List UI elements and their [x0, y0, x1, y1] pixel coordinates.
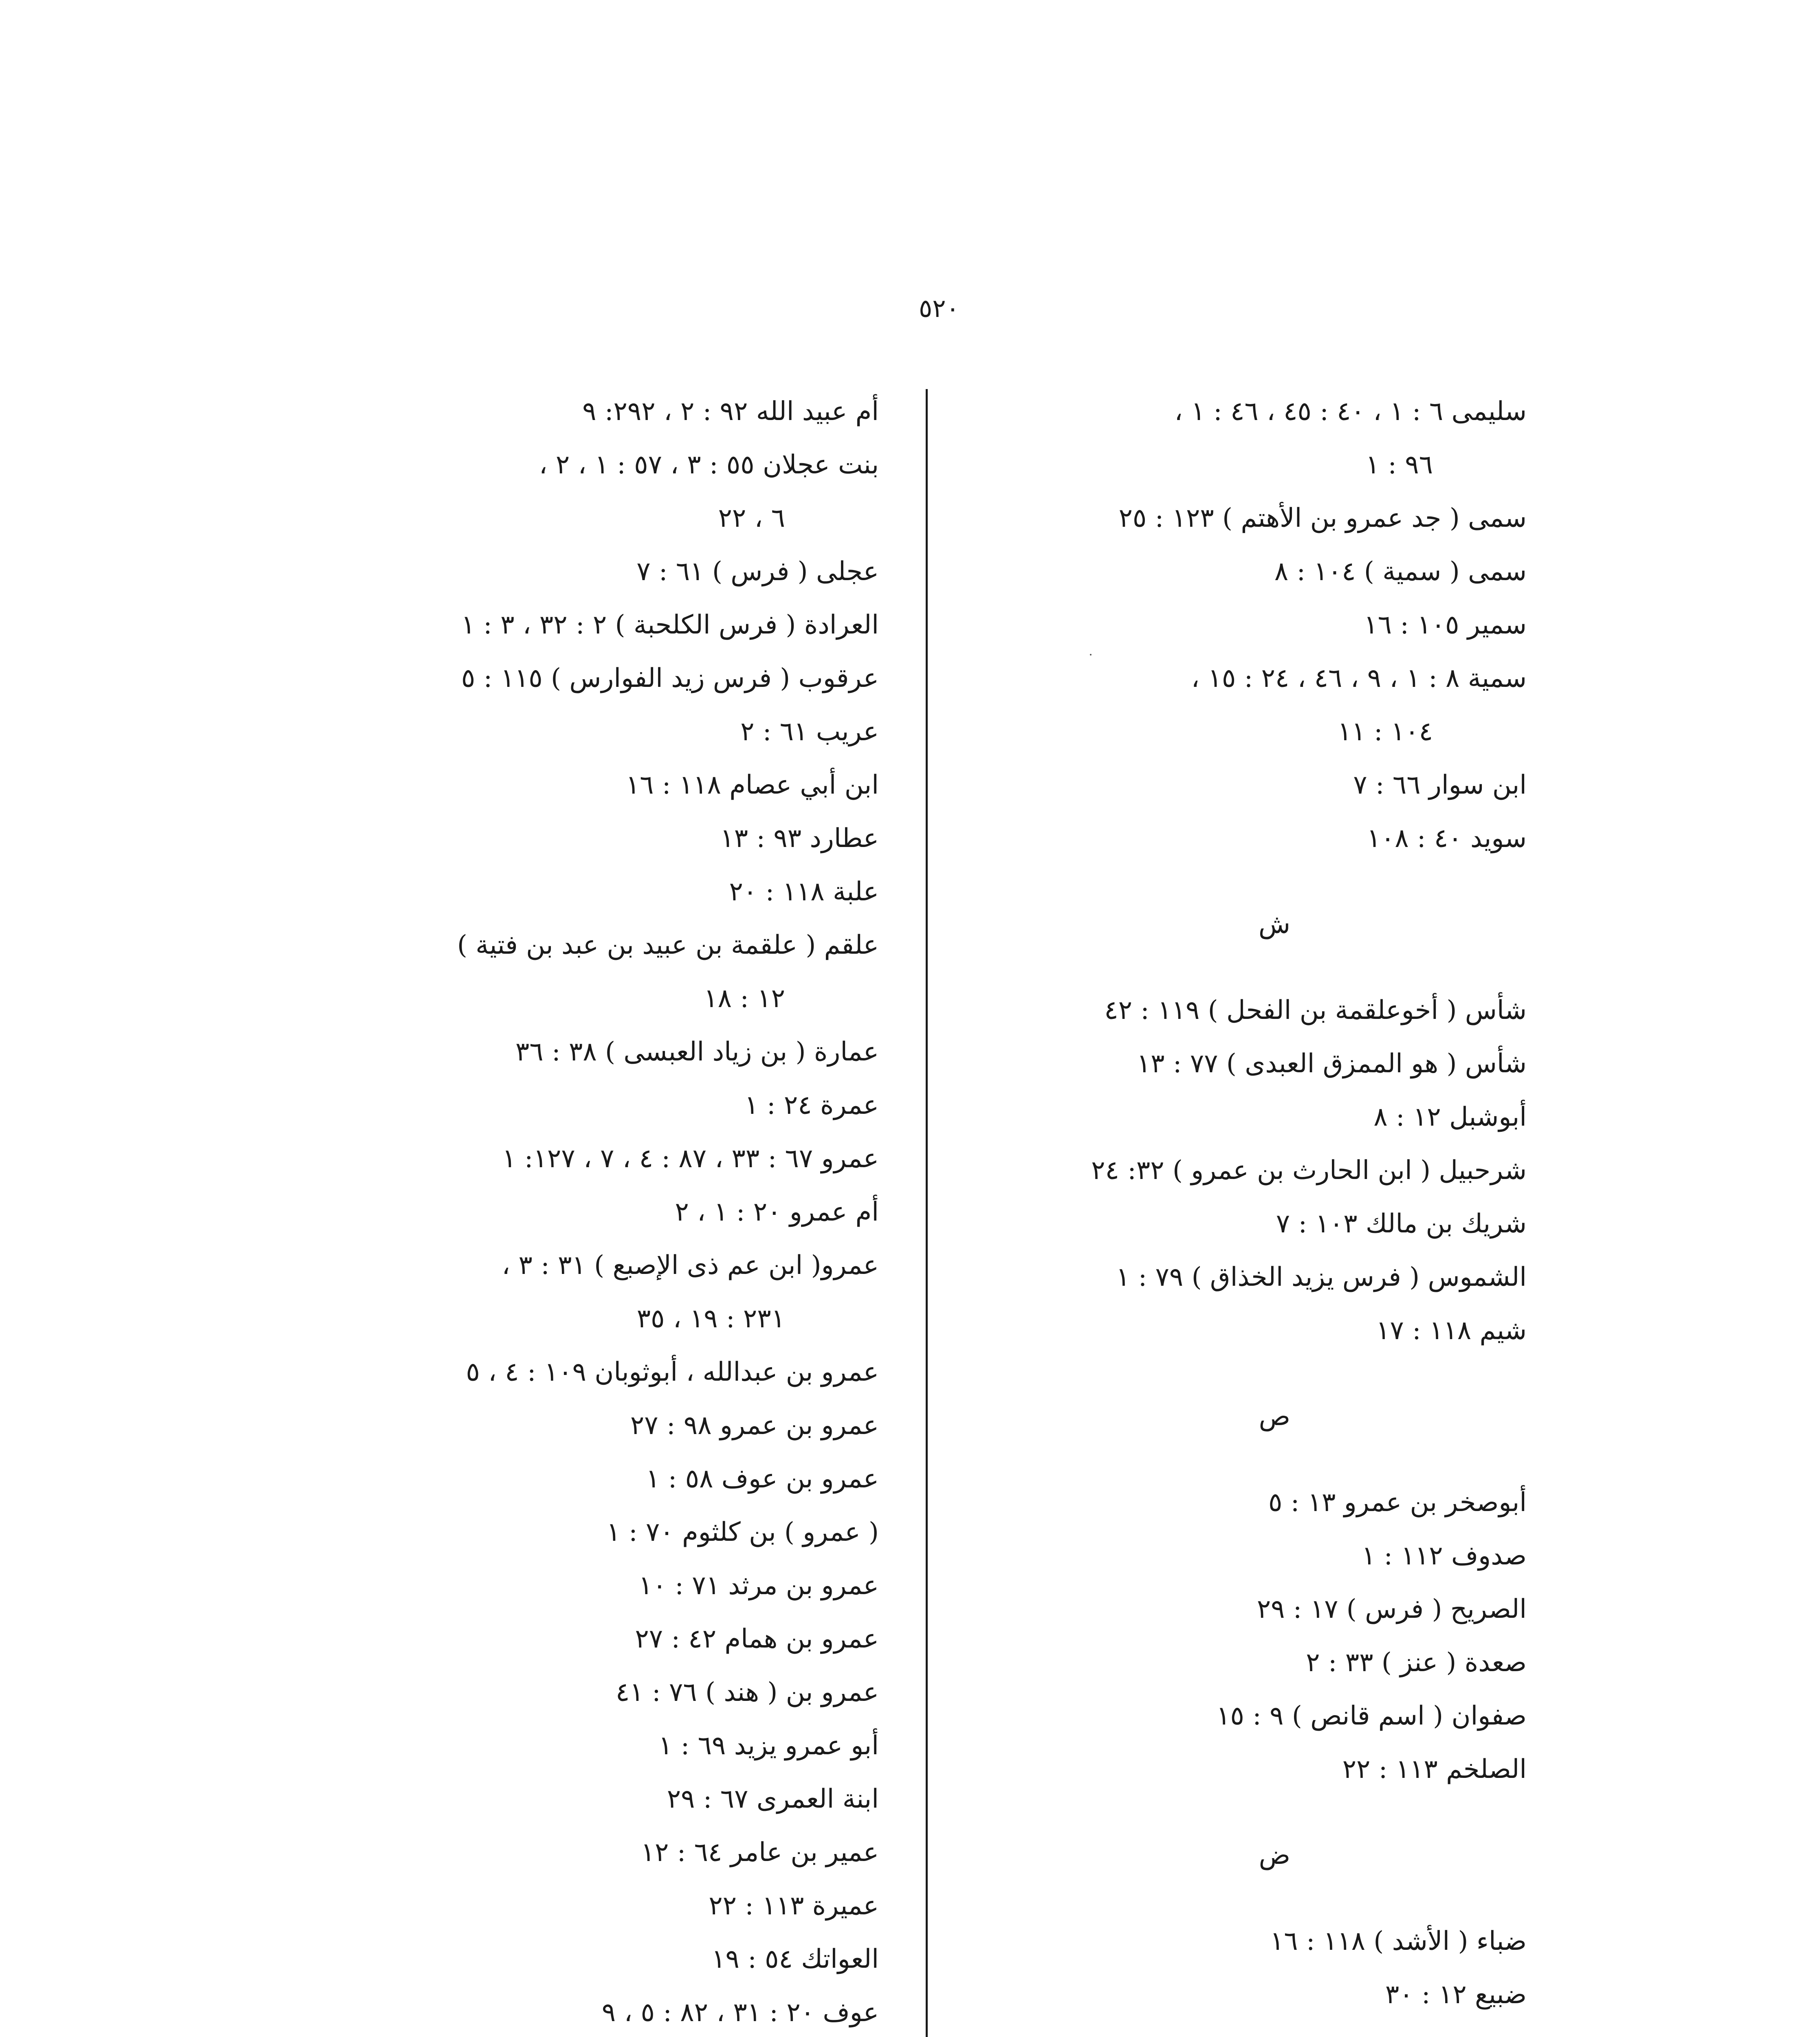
index-entry: عمرو بن عبدالله ، أبوثوبان ١٠٩ : ٤ ، ٥: [466, 1357, 879, 1387]
index-entry: علقم ( علقمة بن عبيد بن عبد بن فتية ): [457, 930, 879, 960]
index-entry: عمرة ٢٤ : ١: [744, 1090, 879, 1120]
index-entry: صعدة ( عنز ) ٣٣ : ٢: [1306, 1648, 1527, 1678]
index-entry: عمرو بن مرثد ٧١ : ١٠: [638, 1571, 879, 1601]
index-entry: بنت عجلان ٥٥ : ٣ ، ٥٧ : ١ ، ٢ ،: [539, 450, 879, 480]
index-entry: سمى ( سمية ) ١٠٤ : ٨: [1274, 557, 1527, 587]
section-spacer: [850, 1796, 1527, 1829]
index-entry: عمارة ( بن زياد العبسى ) ٣٨ : ٣٦: [515, 1037, 879, 1067]
index-entry: ضبيع ١٢ : ٣٠: [1385, 1980, 1527, 2010]
index-entry: ابن أبي عصام ١١٨ : ١٦: [625, 770, 879, 800]
index-entry: ابنة العمرى ٦٧ : ٢٩: [667, 1784, 879, 1814]
index-entry: عريب ٦١ : ٢: [740, 717, 879, 747]
index-entry: صفوان ( اسم قانص ) ٩ : ١٥: [1216, 1701, 1527, 1731]
index-entry: عمرو ٦٧ : ٣٣ ، ٨٧ : ٤ ، ٧ ، ١٢٧: ١: [502, 1144, 879, 1174]
index-entry: سليمى ٦ : ١ ، ٤٠ : ٤٥ ، ٤٦ : ١ ،: [1174, 396, 1527, 427]
index-entry: ( عمرو ) بن كلثوم ٧٠ : ١: [606, 1517, 879, 1547]
index-entry: أبوشبل ١٢ : ٨: [1373, 1102, 1527, 1132]
column-divider: [926, 389, 928, 2037]
section-spacer: [850, 2022, 1527, 2037]
index-entry-continuation: ٢٣١ : ١٩ ، ٣٥: [636, 1304, 785, 1334]
index-entry: ابن سوار ٦٦ : ٧: [1353, 770, 1527, 800]
index-entry: عطارد ٩٣ : ١٣: [720, 823, 879, 854]
index-entry-continuation: ٦ ، ٢٢: [718, 503, 785, 533]
index-entry: العواتك ٥٤ : ١٩: [711, 1944, 879, 1974]
left-index-column: [243, 385, 879, 2037]
index-entry: صدوف ١١٢ : ١: [1361, 1541, 1527, 1571]
section-spacer: [850, 865, 1527, 898]
index-entry: أم عمرو ٢٠ : ١ ، ٢: [675, 1197, 879, 1227]
index-entry: شيم ١١٨ : ١٧: [1376, 1315, 1527, 1346]
index-entry: شأس ( أخوعلقمة بن الفحل ) ١١٩ : ٤٢: [1104, 995, 1527, 1025]
index-entry: أم عبيد الله ٩٢ : ٢ ، ٢٩٢: ٩: [582, 396, 879, 427]
index-entry: عمرو بن عوف ٥٨ : ١: [646, 1464, 879, 1494]
index-entry: شريك بن مالك ١٠٣ : ٧: [1276, 1209, 1527, 1239]
index-entry: عرقوب ( فرس زيد الفوارس ) ١١٥ : ٥: [461, 663, 879, 693]
index-entry: أبوصخر بن عمرو ١٣ : ٥: [1268, 1487, 1527, 1518]
index-entry: عمرو بن همام ٤٢ : ٢٧: [635, 1624, 879, 1654]
index-entry: عمرو بن عمرو ٩٨ : ٢٧: [630, 1410, 879, 1441]
section-spacer: [850, 1443, 1527, 1476]
index-entry: شأس ( هو الممزق العبدى ) ٧٧ : ١٣: [1136, 1049, 1527, 1079]
section-spacer: [850, 951, 1527, 984]
index-entry: الشموس ( فرس يزيد الخذاق ) ٧٩ : ١: [1116, 1262, 1527, 1292]
page-number: ٥٢٠: [919, 293, 960, 323]
section-letter-heading: ص: [1259, 1401, 1290, 1432]
index-entry: الصريح ( فرس ) ١٧ : ٢٩: [1257, 1594, 1527, 1624]
index-entry: سمى ( جد عمرو بن الأهتم ) ١٢٣ : ٢٥: [1118, 503, 1527, 533]
index-entry: عمرو( ابن عم ذى الإصبع ) ٣١ : ٣ ،: [502, 1250, 879, 1280]
index-entry: ضباء ( الأشد ) ١١٨ : ١٦: [1270, 1926, 1527, 1956]
index-entry-continuation: ١٢ : ١٨: [704, 983, 785, 1014]
index-entry: عمرو بن ( هند ) ٧٦ : ٤١: [616, 1677, 879, 1707]
index-entry: شرحبيل ( ابن الحارث بن عمرو ) ٣٢: ٢٤: [1091, 1155, 1527, 1186]
print-speck: [1090, 654, 1092, 656]
index-entry: سمية ٨ : ١ ، ٩ ، ٤٦ ، ٢٤ : ١٥ ،: [1191, 663, 1527, 693]
index-entry: عمير بن عامر ٦٤ : ١٢: [640, 1837, 879, 1868]
index-entry: عجلى ( فرس ) ٦١ : ٧: [636, 557, 879, 587]
index-entry: علبة ١١٨ : ٢٠: [729, 877, 879, 907]
index-entry-continuation: ٩٦ : ١: [1365, 450, 1433, 480]
section-letter-heading: ض: [1259, 1840, 1290, 1870]
index-entry: عوف ٢٠ : ٣١ ، ٨٢ : ٥ ، ٩: [601, 1997, 879, 2028]
index-entry: العرادة ( فرس الكلحبة ) ٢ : ٣٢ ، ٣ : ١: [461, 610, 879, 640]
section-letter-heading: ش: [1258, 909, 1290, 939]
section-spacer: [850, 1357, 1527, 1390]
index-entry: الصلخم ١١٣ : ٢٢: [1342, 1754, 1527, 1784]
section-spacer: [850, 1882, 1527, 1915]
index-entry: سويد ٤٠ : ١٠٨: [1367, 823, 1527, 854]
right-index-column: [850, 385, 1527, 2037]
index-entry: أبو عمرو يزيد ٦٩ : ١: [658, 1731, 879, 1761]
index-entry-continuation: ١٠٤ : ١١: [1337, 717, 1433, 747]
index-entry: عميرة ١١٣ : ٢٢: [709, 1891, 879, 1921]
index-entry: سمير ١٠٥ : ١٦: [1364, 610, 1527, 640]
